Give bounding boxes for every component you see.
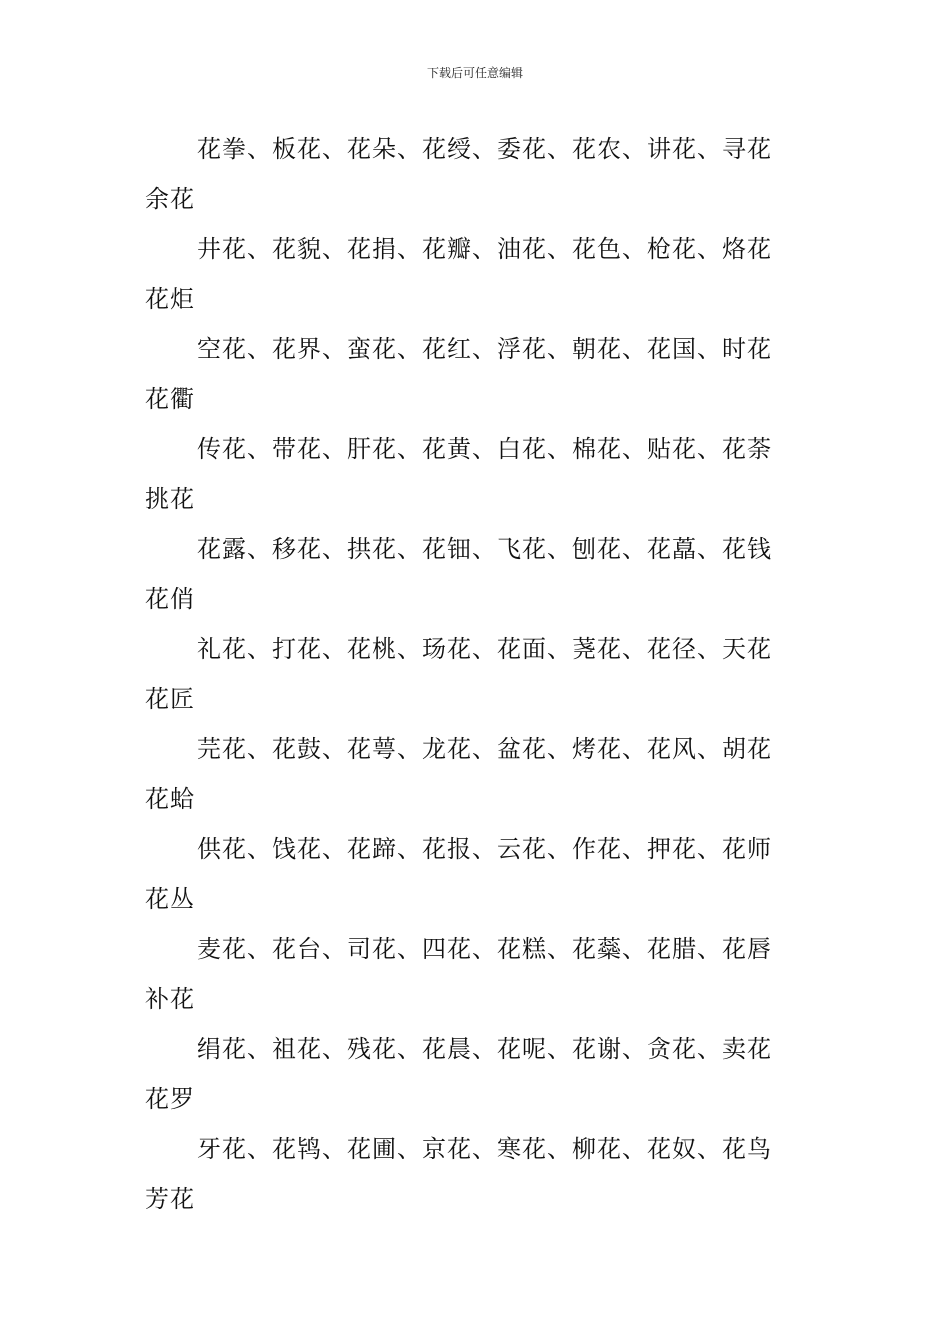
paragraph bbox=[145, 1024, 815, 1124]
paragraph bbox=[145, 124, 815, 224]
paragraph-line: 礼花、打花、花桃、玚花、花面、荛花、花径、天花 bbox=[197, 635, 772, 663]
paragraph-line: 供花、饯花、花蹄、花报、云花、作花、押花、花师 bbox=[197, 835, 772, 863]
paragraph-line: 补花 bbox=[145, 985, 195, 1013]
paragraph-line: 花露、移花、拱花、花钿、飞花、刨花、花藠、花钱 bbox=[197, 535, 772, 563]
paragraph-line: 花匠 bbox=[145, 685, 195, 713]
paragraph bbox=[145, 624, 815, 724]
paragraph-line: 花俏 bbox=[145, 585, 195, 613]
paragraph-line: 牙花、花鸨、花圃、京花、寒花、柳花、花奴、花鸟 bbox=[197, 1135, 772, 1163]
paragraph-line: 芳花 bbox=[145, 1185, 195, 1213]
paragraph-line: 花丛 bbox=[145, 885, 195, 913]
paragraph-line: 芫花、花鼓、花萼、龙花、盆花、烤花、花风、胡花 bbox=[197, 735, 772, 763]
paragraph-line: 绢花、祖花、残花、花晨、花呢、花谢、贪花、卖花 bbox=[197, 1035, 772, 1063]
paragraph bbox=[145, 824, 815, 924]
paragraph bbox=[145, 424, 815, 524]
paragraph-line: 麦花、花台、司花、四花、花糕、花蘂、花腊、花唇 bbox=[197, 935, 772, 963]
paragraph-line: 空花、花界、蛮花、花红、浮花、朝花、花国、时花 bbox=[197, 335, 772, 363]
document-body bbox=[145, 124, 815, 1224]
paragraph-line: 余花 bbox=[145, 185, 195, 213]
paragraph bbox=[145, 924, 815, 1024]
page-header: 下载后可任意编辑 bbox=[426, 66, 523, 80]
paragraph bbox=[145, 1124, 815, 1224]
paragraph bbox=[145, 324, 815, 424]
paragraph-line: 花拳、板花、花朵、花绶、委花、花农、讲花、寻花 bbox=[197, 135, 772, 163]
paragraph-line: 花衢 bbox=[145, 385, 195, 413]
paragraph bbox=[145, 224, 815, 324]
paragraph-line: 挑花 bbox=[145, 485, 195, 513]
paragraph bbox=[145, 524, 815, 624]
paragraph-line: 传花、带花、肝花、花黄、白花、棉花、贴花、花荼 bbox=[197, 435, 772, 463]
paragraph-line: 花蛤 bbox=[145, 785, 195, 813]
paragraph-line: 花罗 bbox=[145, 1085, 195, 1113]
paragraph-line: 花炬 bbox=[145, 285, 195, 313]
paragraph-line: 井花、花貌、花捐、花瓣、油花、花色、枪花、烙花 bbox=[197, 235, 772, 263]
paragraph bbox=[145, 724, 815, 824]
